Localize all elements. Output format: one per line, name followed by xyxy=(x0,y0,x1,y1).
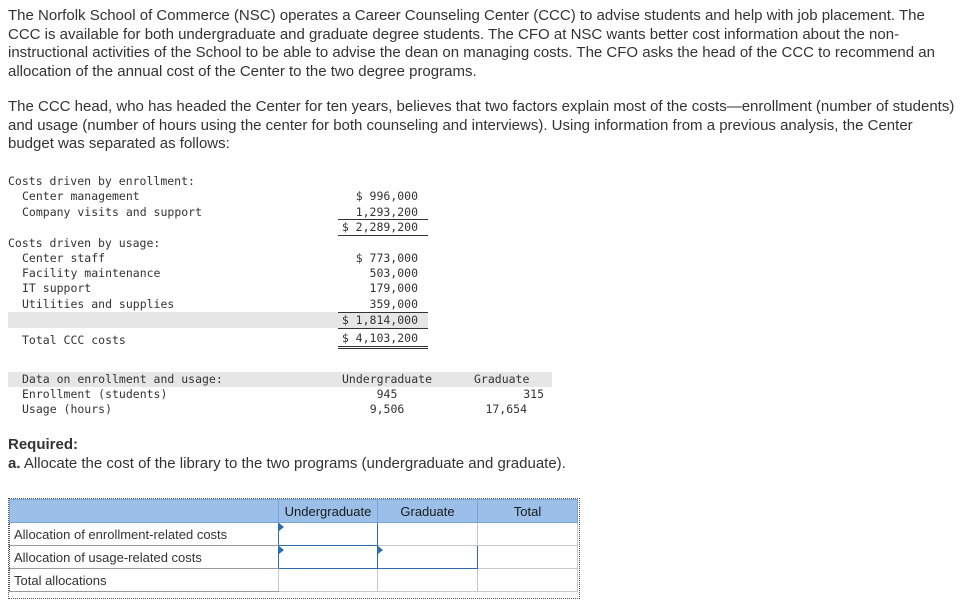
total-allocations-label: Total allocations xyxy=(10,569,279,592)
enrollment-total-amount: $ 2,289,200 xyxy=(341,220,418,234)
usage-undergraduate-input[interactable] xyxy=(279,546,378,569)
utilities-amount: 359,000 xyxy=(369,297,418,311)
intro-paragraph: The Norfolk School of Commerce (NSC) operates a Career Counseling Center (CCC) to advise students and help with job placement. The CCC is available for both undergraduate and graduate degree students. The CFO at NSC wants better cost information about the non-instructional activities of the School to be able to advise the dean on managing costs. The CFO asks the head of the CCC to recommend an allocation of the annual cost of the Center to the two degree programs. xyxy=(8,7,935,80)
enrollment-undergraduate-value: 945 xyxy=(376,387,398,401)
graduate-column-heading: Graduate xyxy=(474,372,530,386)
center-management-amount: $ 996,000 xyxy=(355,189,418,203)
total-header: Total xyxy=(478,500,578,523)
utilities-label: Utilities and supplies xyxy=(22,297,175,311)
enrollment-graduate-input[interactable] xyxy=(378,523,478,546)
total-ccc-costs-label: Total CCC costs xyxy=(22,333,126,347)
usage-costs-heading: Costs driven by usage: xyxy=(8,236,161,250)
usage-label: Usage (hours) xyxy=(22,402,113,416)
center-staff-amount: $ 773,000 xyxy=(355,251,418,265)
graduate-header: Graduate xyxy=(378,500,478,523)
undergraduate-header: Undergraduate xyxy=(279,500,378,523)
total-rule xyxy=(338,346,428,347)
required-part-a xyxy=(8,455,566,472)
usage-undergraduate-value: 9,506 xyxy=(369,402,405,416)
enrollment-costs-heading: Costs driven by enrollment: xyxy=(8,174,195,188)
usage-graduate-value: 17,654 xyxy=(485,402,527,416)
part-text: Allocate the cost of the library to the two programs (undergraduate and graduate). xyxy=(20,455,566,472)
company-visits-label: Company visits and support xyxy=(22,205,203,219)
enrollment-total-input[interactable] xyxy=(478,523,578,546)
usage-total-amount: $ 1,814,000 xyxy=(341,313,418,327)
company-visits-amount: 1,293,200 xyxy=(355,205,418,219)
center-management-label: Center management xyxy=(22,189,140,203)
enrollment-graduate-value: 315 xyxy=(523,387,544,401)
total-ccc-costs-amount: $ 4,103,200 xyxy=(341,331,418,345)
facility-maintenance-amount: 503,000 xyxy=(369,266,418,280)
usage-allocation-label: Allocation of usage-related costs xyxy=(10,546,279,569)
undergraduate-column-heading: Undergraduate xyxy=(342,372,433,386)
enrollment-undergraduate-input[interactable] xyxy=(279,523,378,546)
total-total-input[interactable] xyxy=(478,569,578,592)
usage-graduate-input[interactable] xyxy=(378,546,478,569)
center-staff-label: Center staff xyxy=(22,251,106,265)
data-heading: Data on enrollment and usage: xyxy=(22,372,223,386)
enrollment-label: Enrollment (students) xyxy=(22,387,168,401)
enrollment-allocation-label: Allocation of enrollment-related costs xyxy=(10,523,279,546)
input-marker-icon xyxy=(378,546,383,554)
it-support-label: IT support xyxy=(22,281,92,295)
input-marker-icon xyxy=(279,546,284,554)
required-heading: Required: xyxy=(8,436,79,453)
usage-total-input[interactable] xyxy=(478,546,578,569)
it-support-amount: 179,000 xyxy=(369,281,418,295)
part-letter: a. xyxy=(8,455,21,472)
subtotal-rule xyxy=(338,328,428,329)
budget-intro-paragraph: The CCC head, who has headed the Center for ten years, believes that two factors explain most of the costs—enrollment (number of students) and usage (number of hours using the center for both counseling and interviews). Using information from a previous analysis, the Center budget was separated as follows: xyxy=(8,98,955,152)
facility-maintenance-label: Facility maintenance xyxy=(22,266,161,280)
total-undergraduate-input[interactable] xyxy=(279,569,378,592)
input-marker-icon xyxy=(279,523,284,531)
total-rule xyxy=(338,348,428,349)
total-graduate-input[interactable] xyxy=(378,569,478,592)
table-corner xyxy=(10,500,279,523)
allocation-answer-table xyxy=(9,499,578,592)
subtotal-rule xyxy=(338,235,428,236)
